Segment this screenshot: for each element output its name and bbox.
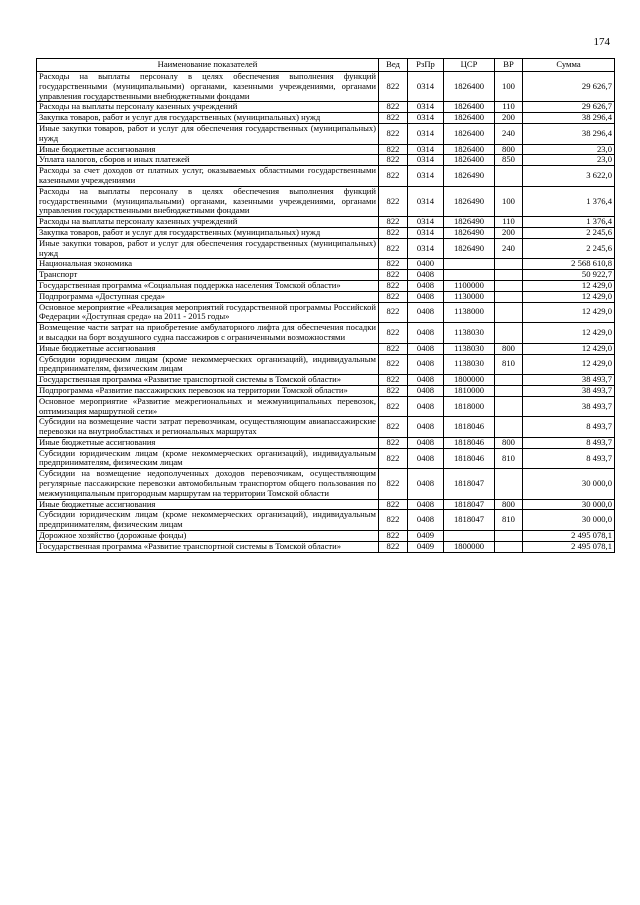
- cell-name: Подпрограмма «Развитие пассажирских перевозок на территории Томской области»: [37, 385, 379, 396]
- cell-name: Субсидии юридическим лицам (кроме некоммерческих организаций), индивидуальным предпринимателям, физическим лицам: [37, 448, 379, 469]
- cell-name: Субсидии юридическим лицам (кроме некоммерческих организаций), индивидуальным предпринимателям, физическим лицам: [37, 510, 379, 531]
- cell-sum: 2 495 078,1: [523, 531, 615, 542]
- table-row: [37, 291, 615, 302]
- table-row: [37, 217, 615, 228]
- table-row: [37, 375, 615, 386]
- cell-csr: 1826490: [444, 186, 495, 216]
- cell-ved: 822: [379, 499, 408, 510]
- cell-name: Уплата налогов, сборов и иных платежей: [37, 155, 379, 166]
- cell-ved: 822: [379, 396, 408, 417]
- cell-vr: 810: [495, 354, 523, 375]
- cell-csr: 1818046: [444, 417, 495, 438]
- cell-sum: 30 000,0: [523, 510, 615, 531]
- cell-csr: 1818047: [444, 469, 495, 499]
- cell-rzpr: 0314: [408, 102, 444, 113]
- cell-ved: 822: [379, 343, 408, 354]
- cell-name: Дорожное хозяйство (дорожные фонды): [37, 531, 379, 542]
- header-ved: Вед: [379, 59, 408, 72]
- cell-name: Основное мероприятие «Развитие межрегиональных и межмуниципальных перевозок, оптимизация маршрутной сети»: [37, 396, 379, 417]
- cell-rzpr: 0408: [408, 448, 444, 469]
- cell-csr: 1130000: [444, 291, 495, 302]
- header-vr: ВР: [495, 59, 523, 72]
- cell-csr: 1826400: [444, 113, 495, 124]
- cell-ved: 822: [379, 166, 408, 187]
- cell-csr: [444, 259, 495, 270]
- cell-vr: 800: [495, 144, 523, 155]
- table-row: [37, 323, 615, 344]
- cell-ved: 822: [379, 448, 408, 469]
- cell-rzpr: 0408: [408, 302, 444, 323]
- cell-sum: 38 493,7: [523, 385, 615, 396]
- cell-csr: 1826490: [444, 166, 495, 187]
- cell-rzpr: 0408: [408, 375, 444, 386]
- cell-name: Расходы за счет доходов от платных услуг, оказываемых областными государственными казенными учреждениями: [37, 166, 379, 187]
- cell-ved: 822: [379, 238, 408, 259]
- cell-sum: 38 493,7: [523, 375, 615, 386]
- cell-sum: 12 429,0: [523, 291, 615, 302]
- cell-csr: 1800000: [444, 375, 495, 386]
- cell-name: Расходы на выплаты персоналу казенных учреждений: [37, 102, 379, 113]
- cell-name: Иные закупки товаров, работ и услуг для обеспечения государственных (муниципальных) нужд: [37, 238, 379, 259]
- cell-vr: [495, 280, 523, 291]
- cell-rzpr: 0408: [408, 417, 444, 438]
- table-row: [37, 155, 615, 166]
- cell-ved: 822: [379, 323, 408, 344]
- cell-name: Субсидии на возмещение недополученных доходов перевозчикам, осуществляющим регулярные пассажирские перевозки автомобильным транспортом общего пользования по межмуниципальным пригородным маршрутам на территории Томской области: [37, 469, 379, 499]
- cell-ved: 822: [379, 437, 408, 448]
- table-row: [37, 186, 615, 216]
- cell-ved: 822: [379, 102, 408, 113]
- cell-csr: 1138030: [444, 323, 495, 344]
- cell-rzpr: 0314: [408, 123, 444, 144]
- cell-sum: 8 493,7: [523, 437, 615, 448]
- cell-vr: [495, 323, 523, 344]
- cell-name: Иные закупки товаров, работ и услуг для обеспечения государственных (муниципальных) нужд: [37, 123, 379, 144]
- cell-vr: 200: [495, 227, 523, 238]
- cell-ved: 822: [379, 354, 408, 375]
- cell-name: Государственная программа «Развитие транспортной системы в Томской области»: [37, 375, 379, 386]
- cell-vr: 810: [495, 510, 523, 531]
- cell-ved: 822: [379, 186, 408, 216]
- cell-name: Закупка товаров, работ и услуг для государственных (муниципальных) нужд: [37, 113, 379, 124]
- cell-ved: 822: [379, 417, 408, 438]
- cell-name: Субсидии на возмещение части затрат перевозчикам, осуществляющим авиапассажирские перевозки на внутриобластных и региональных маршрутах: [37, 417, 379, 438]
- cell-vr: 240: [495, 123, 523, 144]
- cell-csr: 1138000: [444, 302, 495, 323]
- table-row: [37, 102, 615, 113]
- cell-rzpr: 0409: [408, 541, 444, 552]
- cell-csr: 1826490: [444, 217, 495, 228]
- cell-ved: 822: [379, 270, 408, 281]
- cell-csr: 1818047: [444, 499, 495, 510]
- cell-csr: [444, 531, 495, 542]
- cell-vr: 800: [495, 499, 523, 510]
- cell-sum: 12 429,0: [523, 343, 615, 354]
- table-row: [37, 469, 615, 499]
- cell-csr: 1100000: [444, 280, 495, 291]
- cell-name: Расходы на выплаты персоналу в целях обеспечения выполнения функций государственными (муниципальными) органами, казенными учреждениями, органами управления государственными внебюджетными фондами: [37, 72, 379, 102]
- cell-vr: [495, 291, 523, 302]
- table-row: [37, 113, 615, 124]
- cell-vr: 240: [495, 238, 523, 259]
- header-rzpr: РзПр: [408, 59, 444, 72]
- cell-rzpr: 0408: [408, 354, 444, 375]
- cell-vr: [495, 302, 523, 323]
- cell-sum: 29 626,7: [523, 72, 615, 102]
- cell-sum: 23,0: [523, 144, 615, 155]
- cell-csr: 1826400: [444, 123, 495, 144]
- cell-rzpr: 0408: [408, 437, 444, 448]
- cell-rzpr: 0314: [408, 72, 444, 102]
- cell-vr: 800: [495, 343, 523, 354]
- table-row: [37, 354, 615, 375]
- cell-vr: 110: [495, 217, 523, 228]
- cell-sum: 12 429,0: [523, 323, 615, 344]
- cell-rzpr: 0408: [408, 323, 444, 344]
- cell-name: Закупка товаров, работ и услуг для государственных (муниципальных) нужд: [37, 227, 379, 238]
- cell-ved: 822: [379, 280, 408, 291]
- cell-rzpr: 0400: [408, 259, 444, 270]
- cell-name: Транспорт: [37, 270, 379, 281]
- cell-ved: 822: [379, 217, 408, 228]
- cell-vr: [495, 375, 523, 386]
- cell-name: Иные бюджетные ассигнования: [37, 437, 379, 448]
- cell-sum: 2 245,6: [523, 238, 615, 259]
- cell-vr: 200: [495, 113, 523, 124]
- cell-csr: 1826400: [444, 72, 495, 102]
- cell-sum: 2 568 610,8: [523, 259, 615, 270]
- cell-csr: 1826400: [444, 155, 495, 166]
- table-row: [37, 72, 615, 102]
- cell-ved: 822: [379, 469, 408, 499]
- cell-name: Иные бюджетные ассигнования: [37, 499, 379, 510]
- cell-rzpr: 0314: [408, 238, 444, 259]
- table-row: [37, 531, 615, 542]
- cell-csr: 1800000: [444, 541, 495, 552]
- cell-csr: 1818046: [444, 437, 495, 448]
- cell-name: Государственная программа «Развитие транспортной системы в Томской области»: [37, 541, 379, 552]
- cell-csr: 1138030: [444, 354, 495, 375]
- header-name: Наименование показателей: [37, 59, 379, 72]
- cell-sum: 50 922,7: [523, 270, 615, 281]
- table-row: [37, 437, 615, 448]
- cell-name: Подпрограмма «Доступная среда»: [37, 291, 379, 302]
- cell-vr: 810: [495, 448, 523, 469]
- cell-sum: 30 000,0: [523, 499, 615, 510]
- cell-rzpr: 0314: [408, 166, 444, 187]
- cell-rzpr: 0408: [408, 510, 444, 531]
- cell-csr: 1818046: [444, 448, 495, 469]
- page-number: 174: [593, 36, 610, 48]
- cell-rzpr: 0314: [408, 155, 444, 166]
- cell-sum: 8 493,7: [523, 417, 615, 438]
- cell-vr: [495, 417, 523, 438]
- table-body: [37, 72, 615, 553]
- cell-sum: 1 376,4: [523, 186, 615, 216]
- cell-rzpr: 0409: [408, 531, 444, 542]
- cell-ved: 822: [379, 302, 408, 323]
- table-row: [37, 259, 615, 270]
- cell-sum: 3 622,0: [523, 166, 615, 187]
- cell-name: Иные бюджетные ассигнования: [37, 144, 379, 155]
- cell-ved: 822: [379, 541, 408, 552]
- cell-csr: 1826400: [444, 102, 495, 113]
- cell-sum: 29 626,7: [523, 102, 615, 113]
- cell-ved: 822: [379, 123, 408, 144]
- table-row: [37, 448, 615, 469]
- cell-rzpr: 0408: [408, 396, 444, 417]
- cell-sum: 12 429,0: [523, 302, 615, 323]
- cell-vr: 100: [495, 186, 523, 216]
- cell-csr: 1818047: [444, 510, 495, 531]
- cell-name: Расходы на выплаты персоналу в целях обеспечения выполнения функций государственными (муниципальными) органами, казенными учреждениями, органами управления государственными внебюджетными фондами: [37, 186, 379, 216]
- cell-sum: 2 495 078,1: [523, 541, 615, 552]
- cell-vr: [495, 270, 523, 281]
- cell-rzpr: 0314: [408, 186, 444, 216]
- cell-vr: [495, 469, 523, 499]
- cell-csr: 1818000: [444, 396, 495, 417]
- cell-rzpr: 0408: [408, 280, 444, 291]
- table-row: [37, 123, 615, 144]
- cell-csr: 1826400: [444, 144, 495, 155]
- cell-ved: 822: [379, 72, 408, 102]
- cell-csr: 1810000: [444, 385, 495, 396]
- cell-rzpr: 0408: [408, 291, 444, 302]
- cell-vr: [495, 541, 523, 552]
- cell-ved: 822: [379, 155, 408, 166]
- budget-table: [36, 58, 615, 553]
- cell-ved: 822: [379, 531, 408, 542]
- cell-vr: [495, 531, 523, 542]
- cell-sum: 23,0: [523, 155, 615, 166]
- cell-sum: 12 429,0: [523, 280, 615, 291]
- cell-vr: 800: [495, 437, 523, 448]
- header-csr: ЦСР: [444, 59, 495, 72]
- cell-ved: 822: [379, 259, 408, 270]
- cell-vr: [495, 259, 523, 270]
- table-row: [37, 270, 615, 281]
- cell-sum: 38 296,4: [523, 113, 615, 124]
- cell-rzpr: 0314: [408, 113, 444, 124]
- cell-name: Основное мероприятие «Реализация мероприятий государственной программы Российской Федерации «Доступная среда» на 2011 - 2015 годы»: [37, 302, 379, 323]
- cell-rzpr: 0314: [408, 227, 444, 238]
- table-row: [37, 499, 615, 510]
- table-row: [37, 541, 615, 552]
- table-row: [37, 417, 615, 438]
- table-row: [37, 166, 615, 187]
- cell-csr: 1138030: [444, 343, 495, 354]
- cell-name: Расходы на выплаты персоналу казенных учреждений: [37, 217, 379, 228]
- cell-csr: [444, 270, 495, 281]
- cell-vr: [495, 385, 523, 396]
- cell-vr: 100: [495, 72, 523, 102]
- cell-rzpr: 0408: [408, 343, 444, 354]
- cell-name: Возмещение части затрат на приобретение амбулаторного лифта для обеспечения посадки и высадки на борт воздушного судна пассажиров с ограниченными возможностями: [37, 323, 379, 344]
- cell-ved: 822: [379, 144, 408, 155]
- cell-vr: 850: [495, 155, 523, 166]
- cell-sum: 12 429,0: [523, 354, 615, 375]
- table-row: [37, 302, 615, 323]
- table-row: [37, 280, 615, 291]
- cell-csr: 1826490: [444, 238, 495, 259]
- cell-ved: 822: [379, 227, 408, 238]
- cell-sum: 1 376,4: [523, 217, 615, 228]
- cell-ved: 822: [379, 375, 408, 386]
- cell-rzpr: 0408: [408, 270, 444, 281]
- cell-rzpr: 0408: [408, 385, 444, 396]
- table-row: [37, 385, 615, 396]
- cell-rzpr: 0314: [408, 144, 444, 155]
- table-header-row: [37, 59, 615, 72]
- cell-name: Иные бюджетные ассигнования: [37, 343, 379, 354]
- cell-sum: 30 000,0: [523, 469, 615, 499]
- cell-sum: 38 493,7: [523, 396, 615, 417]
- table-row: [37, 396, 615, 417]
- header-sum: Сумма: [523, 59, 615, 72]
- cell-rzpr: 0408: [408, 499, 444, 510]
- cell-rzpr: 0314: [408, 217, 444, 228]
- cell-name: Государственная программа «Социальная поддержка населения Томской области»: [37, 280, 379, 291]
- cell-sum: 38 296,4: [523, 123, 615, 144]
- cell-name: Субсидии юридическим лицам (кроме некоммерческих организаций), индивидуальным предпринимателям, физическим лицам: [37, 354, 379, 375]
- cell-ved: 822: [379, 291, 408, 302]
- cell-rzpr: 0408: [408, 469, 444, 499]
- cell-vr: 110: [495, 102, 523, 113]
- table-row: [37, 144, 615, 155]
- cell-vr: [495, 396, 523, 417]
- table-row: [37, 510, 615, 531]
- table-row: [37, 227, 615, 238]
- cell-sum: 2 245,6: [523, 227, 615, 238]
- cell-ved: 822: [379, 113, 408, 124]
- cell-csr: 1826490: [444, 227, 495, 238]
- table-row: [37, 343, 615, 354]
- cell-ved: 822: [379, 385, 408, 396]
- table-row: [37, 238, 615, 259]
- cell-ved: 822: [379, 510, 408, 531]
- cell-vr: [495, 166, 523, 187]
- cell-name: Национальная экономика: [37, 259, 379, 270]
- cell-sum: 8 493,7: [523, 448, 615, 469]
